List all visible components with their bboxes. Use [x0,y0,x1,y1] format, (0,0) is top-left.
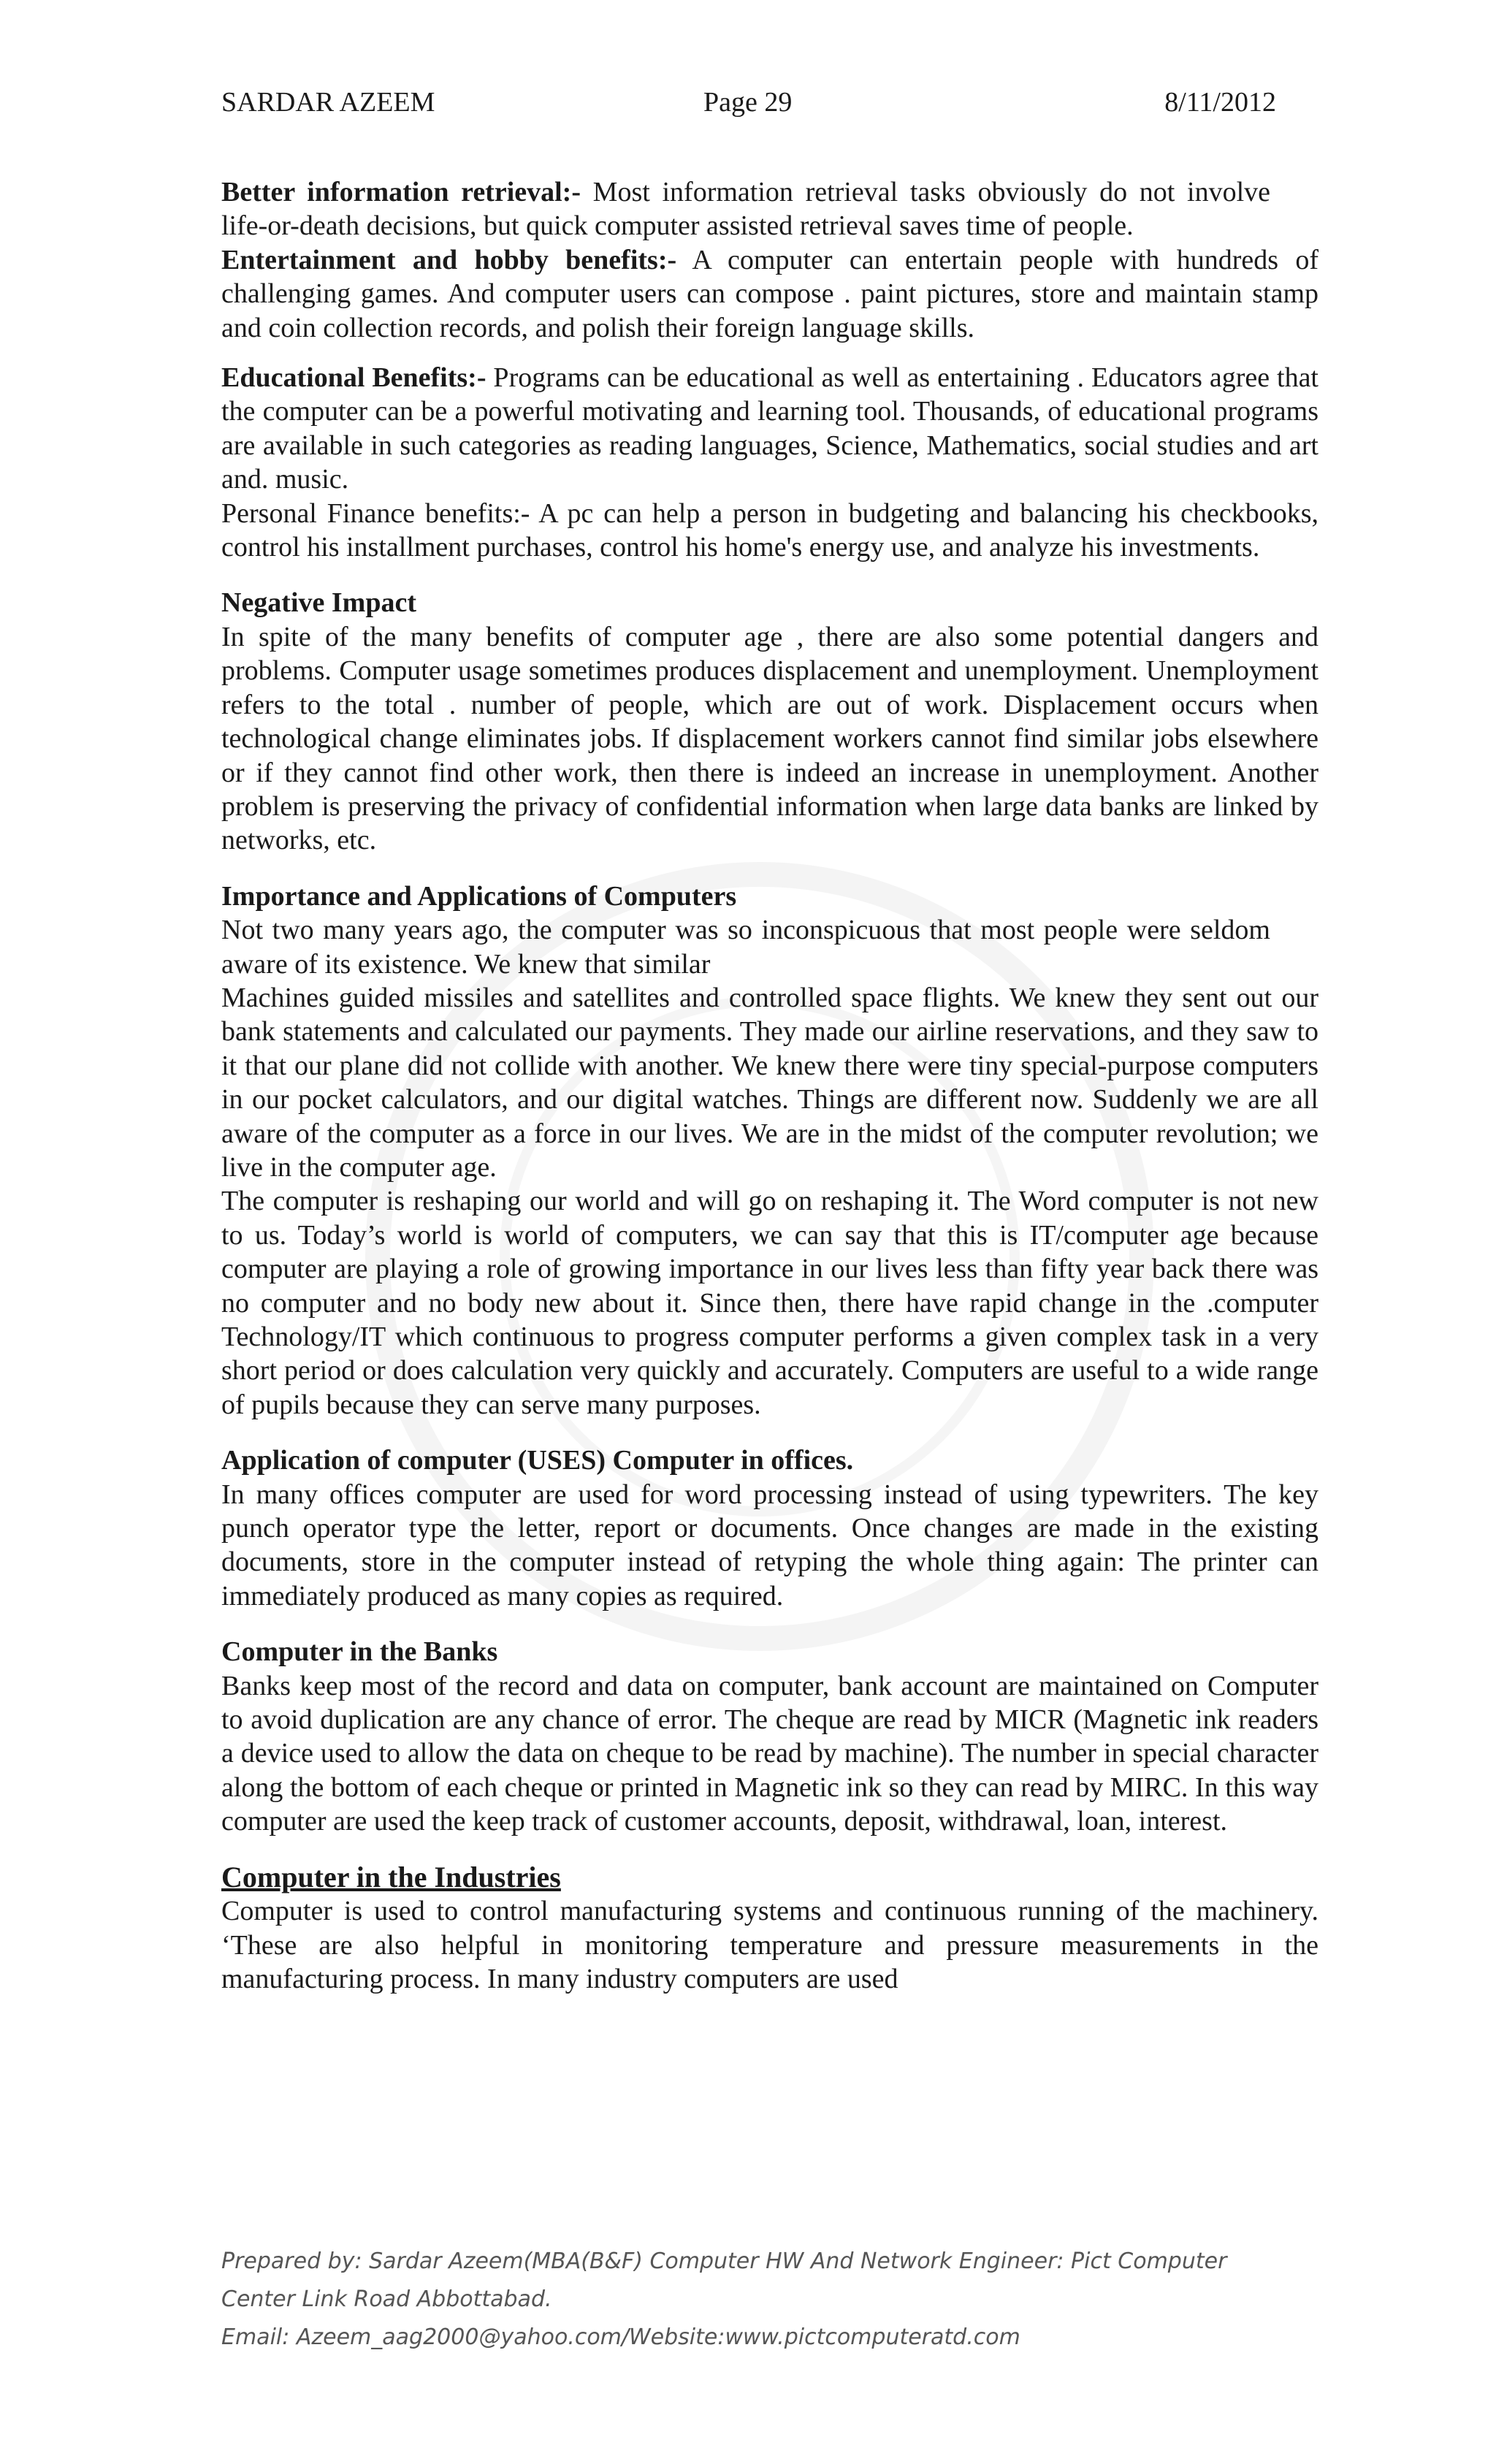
page-footer [221,2243,1390,2357]
paragraph-importance-2: Machines guided missiles and satellites and controlled space flights. We knew they sent out our bank statements and calculated our payments. They made our airline reservations, and they saw to it that our plane did not collide with another. We knew there were tiny special-purpose computers in our pocket calculators, and our digital watches. Things are different now. Suddenly we are all aware of the computer as a force in our lives. We are in the midst of the computer revolution; we live in the computer age. [221,982,1318,1183]
header-date: 8/11/2012 [1164,87,1276,118]
paragraph-educational [221,361,1318,497]
text-educational: Programs can be educational as well as entertaining . Educators agree that the computer can be a powerful motivating and learning tool. Thousands, of educational programs are available in such categories as reading languages, Science, Mathematics, social studies and art and. music. [221,362,1318,495]
paragraph-offices: In many offices computer are used for word processing instead of using typewriters. The key punch operator type the letter, report or documents. Once changes are made in the existing documents, store in the computer instead of retyping the whole thing again: The printer can immediately produced as many copies as required. [221,1479,1318,1611]
paragraph-negative-impact: In spite of the many benefits of computer age , there are also some potential dangers and problems. Computer usage sometimes produces displacement and unemployment. Unemployment refers to the total . number of people, which are out of work. Displacement occurs when technological change eliminates jobs. If displacement workers cannot find similar jobs elsewhere or if they cannot find other work, then there is indeed an increase in unemployment. Another problem is preserving the privacy of confidential information when large data banks are linked by networks, etc. [221,621,1318,856]
footer-line-3: Email: Azeem_aag2000@yahoo.com/Website:www.pictcomputeratd.com [221,2324,1020,2350]
lead-entertainment: Entertainment and hobby benefits:- [221,244,677,275]
heading-banks: Computer in the Banks [221,1636,498,1668]
paragraph-industries: Computer is used to control manufacturing systems and continuous running of the machinery. ‘These are also helpful in monitoring temperature and pressure measurements in the manufacturing process. In many industry computers are used [221,1896,1318,1994]
paragraph-retrieval [221,175,1270,243]
document-body [221,175,1318,1996]
heading-offices: Application of computer (USES) Computer in offices. [221,1445,854,1476]
page-header [221,86,1276,130]
heading-industries: Computer in the Industries [221,1860,561,1893]
header-author: SARDAR AZEEM [221,87,435,118]
paragraph-importance-3: The computer is reshaping our world and will go on reshaping it. The Word computer is not new to us. Today’s world is world of computers, we can say that this is IT/computer age because computer are playing a role of growing importance in our lives less than fifty year back there was no computer and no body new about it. Since then, there have rapid change in the .computer Technology/IT which continuous to progress computer performs a given complex task in a very short period or does calculation very quickly and accurately. Computers are useful to a wide range of pupils because they can serve many purposes. [221,1186,1318,1420]
header-page-number: Page 29 [703,87,793,118]
paragraph-entertainment [221,243,1318,345]
paragraph-importance-1: Not two many years ago, the computer was so inconspicuous that most people were seldom aware of its existence. We knew that similar [221,915,1270,980]
heading-negative-impact: Negative Impact [221,587,416,619]
footer-line-2: Center Link Road Abbottabad. [221,2286,552,2312]
footer-line-1: Prepared by: Sardar Azeem(MBA(B&F) Computer HW And Network Engineer: Pict Computer [221,2249,1227,2274]
paragraph-banks: Banks keep most of the record and data on computer, bank account are maintained on Computer to avoid duplication are any chance of error. The cheque are read by MICR (Magnetic ink readers a device used to allow the data on cheque to be read by machine). The number in special character along the bottom of each cheque or printed in Magnetic ink so they can read by MIRC. In this way computer are used the keep track of customer accounts, deposit, withdrawal, loan, interest. [221,1670,1318,1837]
paragraph-finance: Personal Finance benefits:- A pc can help a person in budgeting and balancing his checkbooks, control his installment purchases, control his home's energy use, and analyze his investments. [221,497,1318,563]
lead-educational: Educational Benefits:- [221,362,486,394]
heading-importance: Importance and Applications of Computers [221,880,737,912]
text-entertainment: A computer can entertain people with hundreds of challenging games. And computer users can compose . paint pictures, store and maintain stamp and coin collection records, and polish their foreign language skills. [221,244,1318,343]
lead-retrieval: Better information retrieval:- [221,177,581,207]
text-retrieval: Most information retrieval tasks obviously do not involve life-or-death decisions, but quick computer assisted retrieval saves time of people. [221,177,1270,242]
